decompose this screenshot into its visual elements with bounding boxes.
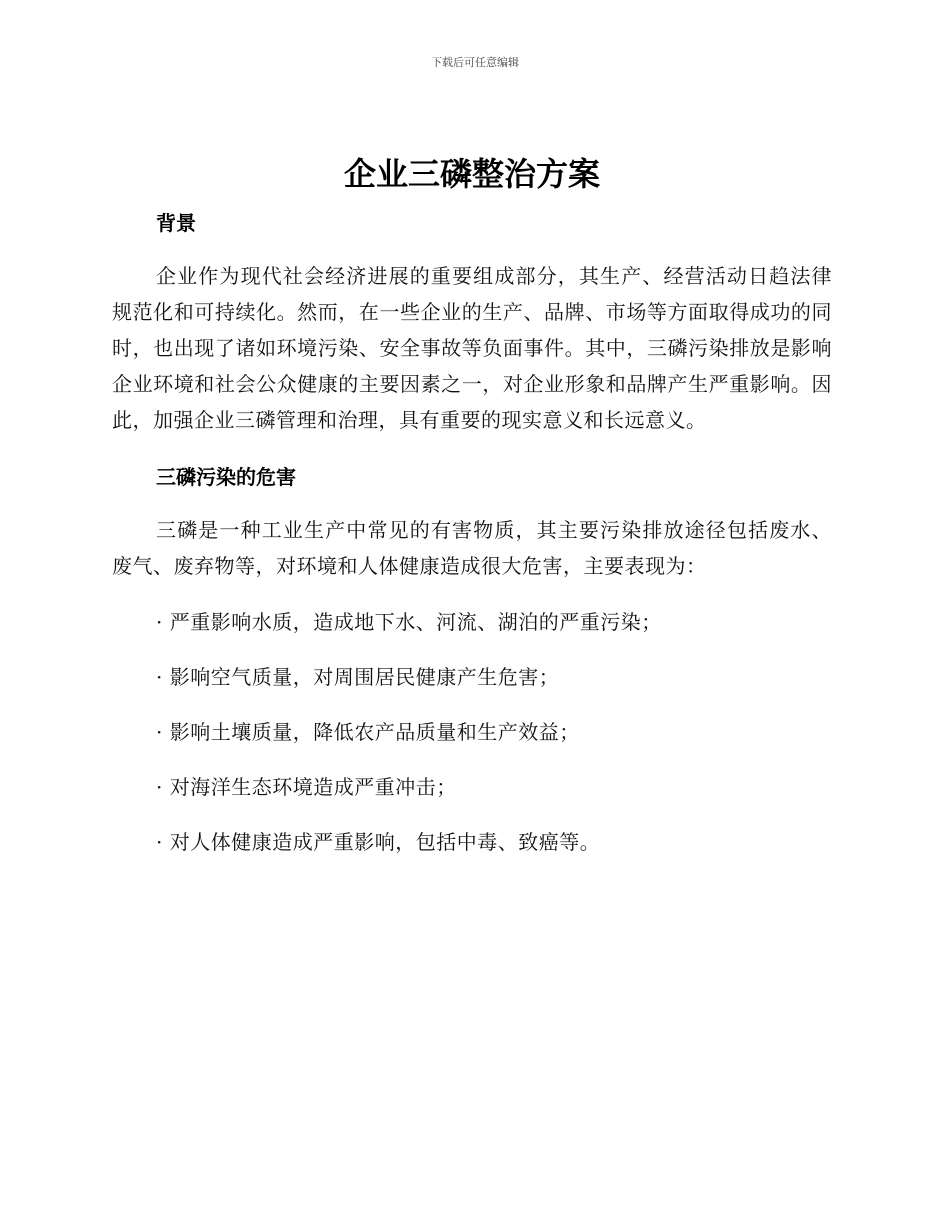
hazard-list — [112, 604, 832, 860]
section-heading-background: 背景 — [156, 211, 196, 235]
header-note: 下载后可任意编辑 — [431, 56, 519, 69]
list-item: · 对海洋生态环境造成严重冲击； — [156, 775, 457, 799]
paragraph-hazards: 三磷是一种工业生产中常见的有害物质，其主要污染排放途径包括废水、废气、废弃物等，对环境和人体健康造成很大危害，主要表现为： — [112, 518, 832, 578]
spacer — [112, 584, 832, 604]
spacer — [112, 438, 832, 462]
document-body — [112, 146, 832, 879]
spacer — [112, 492, 832, 512]
paragraph-background: 企业作为现代社会经济进展的重要组成部分，其生产、经营活动日趋法律规范化和可持续化。然而，在一些企业的生产、品牌、市场等方面取得成功的同时，也出现了诸如环境污染、安全事故等负面事件。其中，三磷污染排放是影响企业环境和社会公众健康的主要因素之一，对企业形象和品牌产生严重影响。因此，加强企业三磷管理和治理，具有重要的现实意义和长远意义。 — [112, 264, 832, 432]
list-item: · 对人体健康造成严重影响，包括中毒、致癌等。 — [156, 830, 601, 854]
list-item: · 严重影响水质，造成地下水、河流、湖泊的严重污染； — [156, 610, 662, 634]
spacer — [112, 238, 832, 258]
list-item: · 影响土壤质量，降低农产品质量和生产效益； — [156, 720, 580, 744]
section-heading-hazards: 三磷污染的危害 — [156, 465, 296, 489]
document-title: 企业三磷整治方案 — [343, 155, 600, 193]
list-item: · 影响空气质量，对周围居民健康产生危害； — [156, 665, 560, 689]
